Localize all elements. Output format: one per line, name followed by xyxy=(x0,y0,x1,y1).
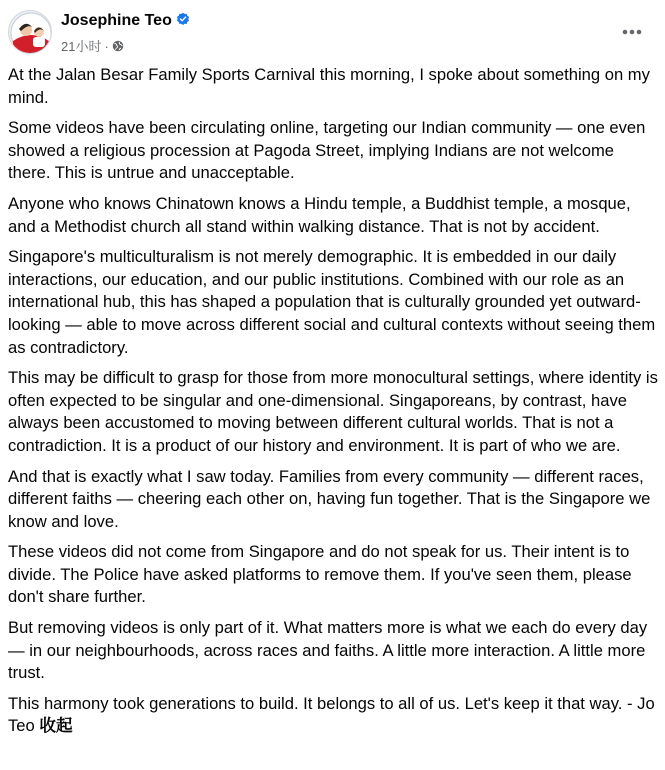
post-paragraph-text: This harmony took generations to build. It belongs to all of us. Let's keep it that way. - Jo Teo xyxy=(8,693,655,736)
author-avatar[interactable] xyxy=(8,10,52,54)
avatar-image xyxy=(9,11,52,54)
more-options-button[interactable] xyxy=(614,18,650,46)
post-paragraph: And that is exactly what I saw today. Families from every community — different races, different faiths — cheering each other on, having fun together. That is the Singapore we know and love. xyxy=(8,466,651,531)
verified-badge-icon xyxy=(176,12,190,26)
post-paragraph: Some videos have been circulating online, targeting our Indian community — one even showed a religious procession at Pagoda Street, implying Indians are not welcome there. This is untrue and unacceptable. xyxy=(8,118,646,183)
post-paragraph: But removing videos is only part of it. What matters more is what we each do every day — in our neighbourhoods, across races and faiths. A little more interaction. A little more trust. xyxy=(8,618,648,683)
see-less-button[interactable]: 收起 xyxy=(39,716,73,736)
post-timestamp[interactable]: 21小时 xyxy=(61,39,102,54)
post-paragraph: These videos did not come from Singapore and do not speak for us. Their intent is to divide. The Police have asked platforms to remove them. If you've seen them, please don't share further. xyxy=(8,542,632,607)
post-paragraph-last xyxy=(8,693,658,738)
post-paragraph: Singapore's multiculturalism is not merely demographic. It is embedded in our daily interactions, our education, and our public institutions. Combined with our role as an international hub, this has shaped a population that is culturally grounded yet outward-looking — able to move across different social and cultural contexts without seeing them as contradictory. xyxy=(8,247,656,357)
meta-separator: · xyxy=(104,39,109,54)
post-paragraph: At the Jalan Besar Family Sports Carnival this morning, I spoke about something on my mind. xyxy=(8,65,650,107)
author-name-text[interactable]: Josephine Teo xyxy=(61,12,172,29)
post-header xyxy=(8,8,658,56)
author-name[interactable] xyxy=(61,12,190,30)
globe-icon[interactable] xyxy=(112,40,124,52)
more-options-icon xyxy=(614,18,650,46)
post-paragraph: This may be difficult to grasp for those from more monocultural settings, where identity is often expected to be singular and one-dimensional. Singaporeans, by contrast, have always been accustomed to moving between different cultural worlds. That is not a contradiction. It is a product of our history and environment. It is part of who we are. xyxy=(8,368,658,455)
post-body xyxy=(8,64,658,746)
post-paragraph: Anyone who knows Chinatown knows a Hindu temple, a Buddhist temple, a mosque, and a Methodist church all stand within walking distance. That is not by accident. xyxy=(8,193,631,236)
post-meta xyxy=(61,36,124,55)
